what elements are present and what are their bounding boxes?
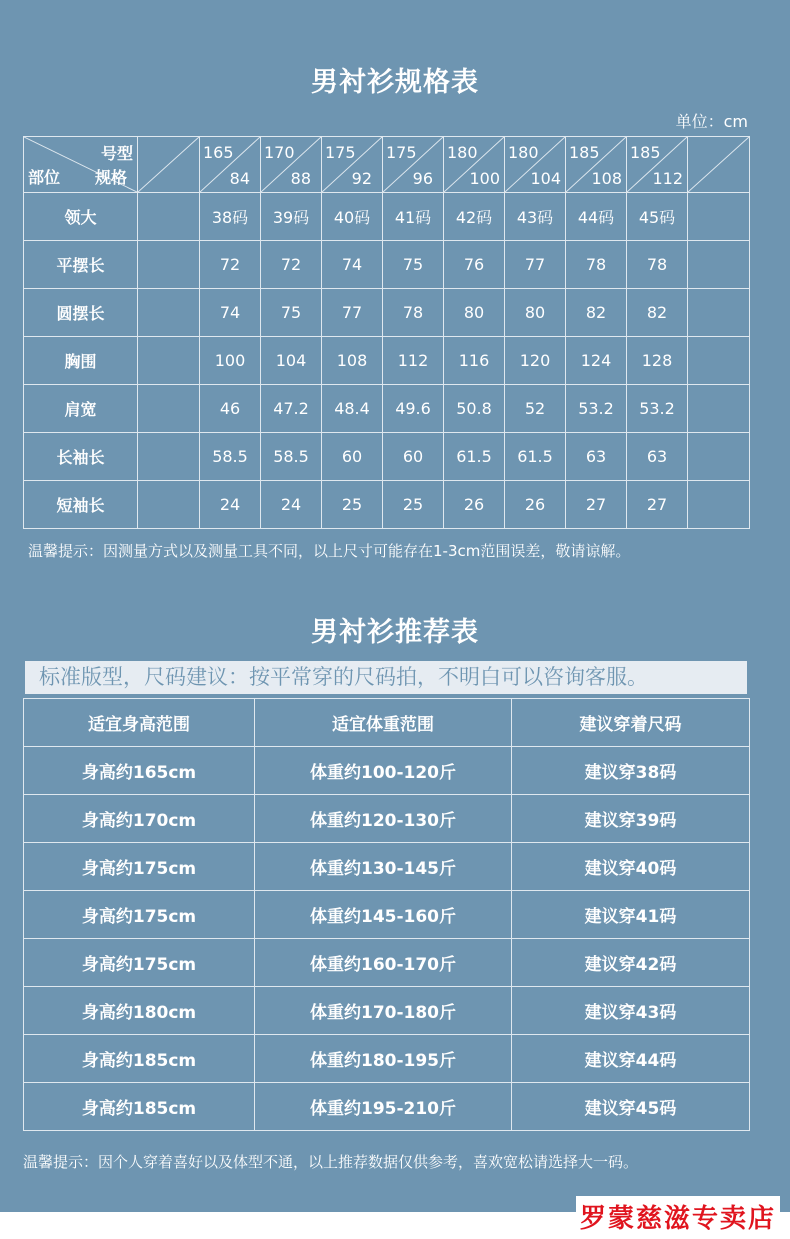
size-height: 170 — [264, 143, 295, 162]
spec-value-cell: 80 — [505, 289, 566, 337]
spec-blank-cell — [688, 385, 750, 433]
spec-value-cell: 53.2 — [566, 385, 627, 433]
spec-header-row — [24, 137, 750, 193]
spec-value-cell: 63 — [566, 433, 627, 481]
size-column-header — [200, 137, 261, 193]
size-height: 180 — [447, 143, 478, 162]
spec-row — [24, 193, 750, 241]
spec-value-cell: 24 — [200, 481, 261, 529]
header-weight-range: 适宜体重范围 — [255, 699, 512, 747]
weight-range-cell: 体重约145-160斤 — [255, 891, 512, 939]
spec-value-cell: 40码 — [322, 193, 383, 241]
recommend-note: 温馨提示：因个人穿着喜好以及体型不通，以上推荐数据仅供参考，喜欢宽松请选择大一码。 — [23, 1153, 639, 1171]
spec-row — [24, 289, 750, 337]
spec-value-cell: 100 — [200, 337, 261, 385]
header-height-range: 适宜身高范围 — [24, 699, 255, 747]
size-height: 175 — [325, 143, 356, 162]
spec-value-cell: 75 — [383, 241, 444, 289]
spec-blank-cell — [138, 241, 200, 289]
spec-blank-cell — [138, 481, 200, 529]
spec-row-label: 圆摆长 — [24, 289, 138, 337]
spec-value-cell: 120 — [505, 337, 566, 385]
size-chest: 108 — [591, 169, 622, 188]
spec-value-cell: 128 — [627, 337, 688, 385]
spec-row-label: 平摆长 — [24, 241, 138, 289]
spec-value-cell: 76 — [444, 241, 505, 289]
spec-row — [24, 241, 750, 289]
spec-value-cell: 60 — [383, 433, 444, 481]
spec-value-cell: 46 — [200, 385, 261, 433]
spec-value-cell: 112 — [383, 337, 444, 385]
height-range-cell: 身高约175cm — [24, 891, 255, 939]
spec-value-cell: 25 — [383, 481, 444, 529]
recommend-row — [24, 747, 750, 795]
spec-value-cell: 41码 — [383, 193, 444, 241]
size-column-header — [261, 137, 322, 193]
recommend-table — [23, 698, 750, 1131]
suggested-size-cell: 建议穿45码 — [512, 1083, 750, 1131]
spec-value-cell: 49.6 — [383, 385, 444, 433]
suggested-size-cell: 建议穿43码 — [512, 987, 750, 1035]
spec-value-cell: 38码 — [200, 193, 261, 241]
spec-table-title: 男衬衫规格表 — [311, 67, 479, 98]
recommend-row — [24, 795, 750, 843]
size-column-header — [444, 137, 505, 193]
size-advice-banner: 标准版型，尺码建议：按平常穿的尺码拍，不明白可以咨询客服。 — [25, 661, 747, 694]
spec-value-cell: 124 — [566, 337, 627, 385]
spec-value-cell: 43码 — [505, 193, 566, 241]
spec-value-cell: 74 — [322, 241, 383, 289]
spec-row-label: 肩宽 — [24, 385, 138, 433]
spec-value-cell: 27 — [627, 481, 688, 529]
size-height: 165 — [203, 143, 234, 162]
recommend-table-title: 男衬衫推荐表 — [311, 617, 479, 648]
size-column-header — [627, 137, 688, 193]
recommend-row — [24, 891, 750, 939]
spec-blank-cell — [688, 241, 750, 289]
suggested-size-cell: 建议穿40码 — [512, 843, 750, 891]
spec-value-cell: 72 — [200, 241, 261, 289]
spec-value-cell: 39码 — [261, 193, 322, 241]
spec-corner-cell — [24, 137, 138, 193]
recommend-row — [24, 939, 750, 987]
suggested-size-cell: 建议穿42码 — [512, 939, 750, 987]
height-range-cell: 身高约175cm — [24, 939, 255, 987]
spec-value-cell: 53.2 — [627, 385, 688, 433]
weight-range-cell: 体重约130-145斤 — [255, 843, 512, 891]
spec-row-label: 领大 — [24, 193, 138, 241]
recommend-header-row — [24, 699, 750, 747]
spec-row — [24, 433, 750, 481]
size-chest: 112 — [652, 169, 683, 188]
spec-value-cell: 61.5 — [444, 433, 505, 481]
height-range-cell: 身高约185cm — [24, 1035, 255, 1083]
spec-value-cell: 80 — [444, 289, 505, 337]
height-range-cell: 身高约165cm — [24, 747, 255, 795]
size-height: 185 — [569, 143, 600, 162]
recommend-row — [24, 1035, 750, 1083]
spec-table — [23, 136, 750, 529]
size-chest: 96 — [412, 169, 433, 188]
spec-value-cell: 26 — [444, 481, 505, 529]
height-range-cell: 身高约185cm — [24, 1083, 255, 1131]
size-height: 185 — [630, 143, 661, 162]
size-height: 180 — [508, 143, 539, 162]
spec-blank-cell — [138, 193, 200, 241]
weight-range-cell: 体重约100-120斤 — [255, 747, 512, 795]
spec-value-cell: 61.5 — [505, 433, 566, 481]
spec-value-cell: 48.4 — [322, 385, 383, 433]
spec-value-cell: 24 — [261, 481, 322, 529]
height-range-cell: 身高约175cm — [24, 843, 255, 891]
spec-value-cell: 74 — [200, 289, 261, 337]
suggested-size-cell: 建议穿39码 — [512, 795, 750, 843]
size-column-header — [566, 137, 627, 193]
spec-value-cell: 104 — [261, 337, 322, 385]
spec-blank-cell — [688, 337, 750, 385]
spec-blank-cell — [138, 289, 200, 337]
spec-value-cell: 72 — [261, 241, 322, 289]
size-column-header — [322, 137, 383, 193]
size-chest: 100 — [469, 169, 500, 188]
spec-row — [24, 385, 750, 433]
suggested-size-cell: 建议穿44码 — [512, 1035, 750, 1083]
spec-row-label: 短袖长 — [24, 481, 138, 529]
spec-blank-cell — [688, 433, 750, 481]
size-height: 175 — [386, 143, 417, 162]
size-chest: 84 — [229, 169, 250, 188]
spec-blank-cell — [688, 193, 750, 241]
spec-value-cell: 78 — [383, 289, 444, 337]
spec-value-cell: 78 — [566, 241, 627, 289]
weight-range-cell: 体重约170-180斤 — [255, 987, 512, 1035]
suggested-size-cell: 建议穿41码 — [512, 891, 750, 939]
spec-value-cell: 77 — [505, 241, 566, 289]
weight-range-cell: 体重约195-210斤 — [255, 1083, 512, 1131]
spec-blank-header — [688, 137, 750, 193]
spec-value-cell: 77 — [322, 289, 383, 337]
recommend-row — [24, 987, 750, 1035]
weight-range-cell: 体重约180-195斤 — [255, 1035, 512, 1083]
height-range-cell: 身高约170cm — [24, 795, 255, 843]
unit-label: 单位：cm — [675, 112, 748, 131]
spec-value-cell: 60 — [322, 433, 383, 481]
corner-spec-label: 规格 — [94, 168, 127, 187]
spec-value-cell: 58.5 — [200, 433, 261, 481]
spec-value-cell: 63 — [627, 433, 688, 481]
spec-value-cell: 27 — [566, 481, 627, 529]
spec-value-cell: 58.5 — [261, 433, 322, 481]
size-column-header — [383, 137, 444, 193]
size-column-header — [505, 137, 566, 193]
spec-blank-cell — [138, 385, 200, 433]
recommend-row — [24, 843, 750, 891]
spec-value-cell: 44码 — [566, 193, 627, 241]
spec-blank-cell — [138, 433, 200, 481]
header-suggested-size: 建议穿着尺码 — [512, 699, 750, 747]
spec-value-cell: 26 — [505, 481, 566, 529]
spec-value-cell: 78 — [627, 241, 688, 289]
spec-value-cell: 42码 — [444, 193, 505, 241]
spec-value-cell: 25 — [322, 481, 383, 529]
size-chest: 92 — [351, 169, 372, 188]
spec-blank-cell — [688, 289, 750, 337]
corner-part-label: 部位 — [28, 168, 61, 187]
spec-value-cell: 116 — [444, 337, 505, 385]
spec-value-cell: 82 — [627, 289, 688, 337]
spec-value-cell: 75 — [261, 289, 322, 337]
spec-value-cell: 47.2 — [261, 385, 322, 433]
spec-row — [24, 481, 750, 529]
spec-value-cell: 45码 — [627, 193, 688, 241]
height-range-cell: 身高约180cm — [24, 987, 255, 1035]
spec-value-cell: 52 — [505, 385, 566, 433]
size-chest: 88 — [290, 169, 311, 188]
spec-row-label: 胸围 — [24, 337, 138, 385]
size-chest: 104 — [530, 169, 561, 188]
recommend-row — [24, 1083, 750, 1131]
spec-value-cell: 108 — [322, 337, 383, 385]
store-name: 罗蒙慈滋专卖店 — [576, 1196, 780, 1237]
spec-row-label: 长袖长 — [24, 433, 138, 481]
spec-value-cell: 82 — [566, 289, 627, 337]
suggested-size-cell: 建议穿38码 — [512, 747, 750, 795]
weight-range-cell: 体重约160-170斤 — [255, 939, 512, 987]
spec-blank-cell — [688, 481, 750, 529]
spec-value-cell: 50.8 — [444, 385, 505, 433]
spec-row — [24, 337, 750, 385]
spec-note: 温馨提示：因测量方式以及测量工具不同，以上尺寸可能存在1-3cm范围误差，敬请谅解。 — [28, 542, 631, 560]
spec-blank-header — [138, 137, 200, 193]
weight-range-cell: 体重约120-130斤 — [255, 795, 512, 843]
corner-size-label: 号型 — [100, 144, 133, 163]
spec-blank-cell — [138, 337, 200, 385]
